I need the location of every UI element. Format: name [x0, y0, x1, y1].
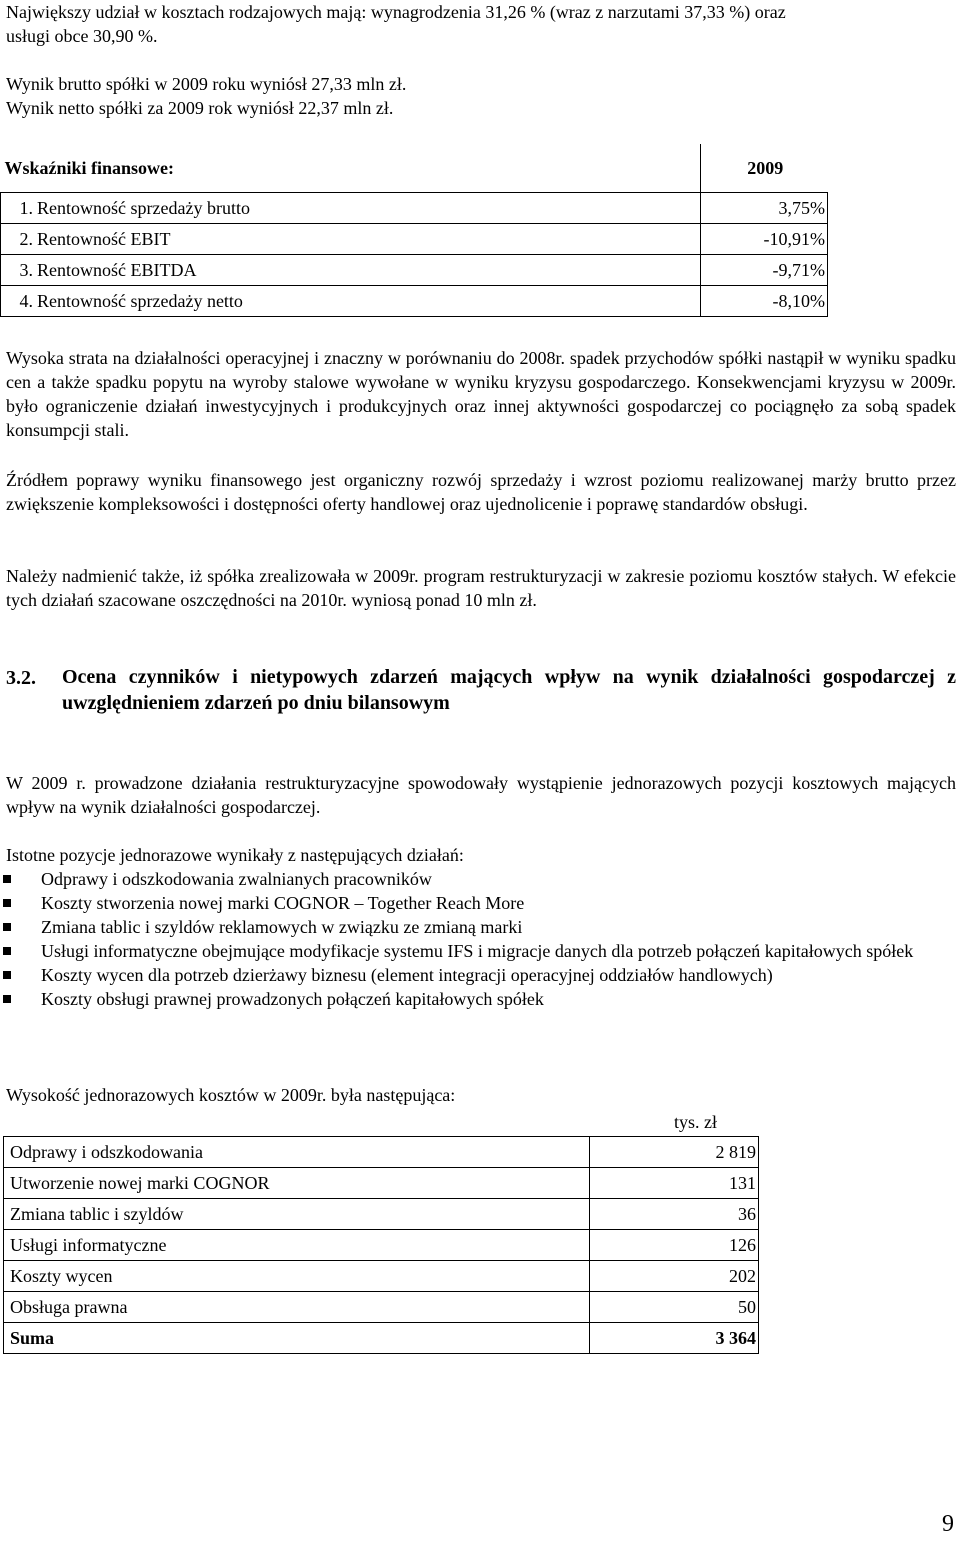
costs-label: Obsługa prawna	[4, 1292, 590, 1323]
list-item	[0, 987, 957, 1011]
indicator-number: 3.	[19, 260, 33, 280]
costs-total-amount: 3 364	[590, 1323, 759, 1354]
indicator-label-cell	[1, 255, 701, 286]
section-number: 3.2.	[6, 667, 36, 689]
costs-intro: Wysokość jednorazowych kosztów w 2009r. była następująca:	[6, 1085, 456, 1105]
costs-amount: 202	[590, 1261, 759, 1292]
costs-amount: 36	[590, 1199, 759, 1230]
costs-amount: 131	[590, 1168, 759, 1199]
costs-row	[4, 1168, 759, 1199]
indicator-label: Rentowność EBIT	[37, 229, 171, 249]
indicator-value: -8,10%	[701, 286, 828, 317]
costs-total-row	[4, 1323, 759, 1354]
indicator-row	[1, 255, 828, 286]
indicator-label-cell	[1, 286, 701, 317]
square-bullet-icon	[3, 923, 11, 931]
intro-costs-line-2: usługi obce 30,90 %.	[6, 26, 158, 46]
costs-amount: 2 819	[590, 1137, 759, 1168]
costs-label: Koszty wycen	[4, 1261, 590, 1292]
financial-indicators-table	[0, 144, 828, 317]
list-item	[0, 963, 957, 987]
costs-label: Odprawy i odszkodowania	[4, 1137, 590, 1168]
intro-costs-line-1: Największy udział w kosztach rodzajowych mają: wynagrodzenia 31,26 % (wraz z narzutami 37,33 %) oraz	[6, 2, 786, 22]
list-item-text: Koszty obsługi prawnej prowadzonych połączeń kapitałowych spółek	[41, 989, 544, 1009]
indicator-label: Rentowność sprzedaży brutto	[37, 198, 250, 218]
list-item	[0, 891, 957, 915]
costs-row	[4, 1261, 759, 1292]
list-item-text: Zmiana tablic i szyldów reklamowych w związku ze zmianą marki	[41, 917, 523, 937]
indicator-row	[1, 224, 828, 255]
one-off-costs-table	[3, 1136, 759, 1354]
costs-total-label: Suma	[4, 1323, 590, 1354]
indicator-label-cell	[1, 224, 701, 255]
list-item	[0, 867, 957, 891]
costs-row	[4, 1199, 759, 1230]
indicator-number: 2.	[19, 229, 33, 249]
indicator-row	[1, 286, 828, 317]
page-number: 9	[942, 1511, 954, 1537]
list-item	[0, 939, 957, 963]
list-item-text: Odprawy i odszkodowania zwalnianych pracowników	[41, 869, 432, 889]
paragraph-improvement-source: Źródłem poprawy wyniku finansowego jest organiczny rozwój sprzedaży i wzrost poziomu realizowanej marży brutto przez zwiększenie kompleksowości i dostępności oferty handlowej oraz ujednolicenie i poprawę standardów obsługi.	[6, 470, 956, 514]
list-item-text: Koszty wycen dla potrzeb dzierżawy biznesu (element integracji operacyjnej oddziałów handlowych)	[41, 965, 773, 985]
costs-label: Utworzenie nowej marki COGNOR	[4, 1168, 590, 1199]
square-bullet-icon	[3, 947, 11, 955]
list-item-text: Usługi informatyczne obejmujące modyfikacje systemu IFS i migracje danych dla potrzeb połączeń kapitałowych spółek	[41, 941, 914, 961]
square-bullet-icon	[3, 899, 11, 907]
costs-row	[4, 1230, 759, 1261]
indicator-row	[1, 193, 828, 224]
costs-row	[4, 1137, 759, 1168]
indicators-header-label: Wskaźniki finansowe:	[1, 144, 701, 193]
section-title: Ocena czynników i nietypowych zdarzeń mających wpływ na wynik działalności gospodarczej z uwzględnieniem zdarzeń po dniu bilansowym	[62, 666, 956, 714]
paragraph-operating-loss: Wysoka strata na działalności operacyjnej i znaczny w porównaniu do 2008r. spadek przychodów spółki nastąpił w wyniku spadku cen a także spadku popytu na wyroby stalowe wywołane w wyniku kryzysu gospodarczego. Konsekwencjami kryzysu w 2009r. było ograniczenie działań inwestycyjnych i produkcyjnych oraz innej aktywności gospodarczej co pociągnęło za sobą spadek konsumpcji stali.	[6, 348, 956, 440]
indicator-label: Rentowność EBITDA	[37, 260, 197, 280]
intro-netto-line: Wynik netto spółki za 2009 rok wyniósł 22,37 mln zł.	[6, 98, 394, 118]
costs-row	[4, 1292, 759, 1323]
list-item-text: Koszty stworzenia nowej marki COGNOR – Together Reach More	[41, 893, 525, 913]
indicator-number: 1.	[19, 198, 33, 218]
indicator-value: -10,91%	[701, 224, 828, 255]
indicator-label: Rentowność sprzedaży netto	[37, 291, 243, 311]
indicators-header-row	[1, 144, 828, 193]
indicators-header-year: 2009	[701, 144, 828, 193]
one-off-items-list	[0, 867, 957, 1011]
indicator-label-cell	[1, 193, 701, 224]
costs-amount: 50	[590, 1292, 759, 1323]
paragraph-restructuring: Należy nadmienić także, iż spółka zrealizowała w 2009r. program restrukturyzacji w zakresie poziomu kosztów stałych. W efekcie tych działań szacowane oszczędności na 2010r. wyniosą ponad 10 mln zł.	[6, 566, 956, 610]
list-intro: Istotne pozycje jednorazowe wynikały z następujących działań:	[6, 845, 464, 865]
indicator-value: 3,75%	[701, 193, 828, 224]
square-bullet-icon	[3, 995, 11, 1003]
costs-amount: 126	[590, 1230, 759, 1261]
indicator-value: -9,71%	[701, 255, 828, 286]
paragraph-one-off-costs: W 2009 r. prowadzone działania restrukturyzacyjne spowodowały wystąpienie jednorazowych pozycji kosztowych mających wpływ na wynik działalności gospodarczej.	[6, 773, 956, 817]
square-bullet-icon	[3, 971, 11, 979]
costs-label: Zmiana tablic i szyldów	[4, 1199, 590, 1230]
costs-unit: tys. zł	[674, 1112, 717, 1132]
list-item	[0, 915, 957, 939]
intro-brutto-line: Wynik brutto spółki w 2009 roku wyniósł 27,33 mln zł.	[6, 74, 407, 94]
costs-label: Usługi informatyczne	[4, 1230, 590, 1261]
indicator-number: 4.	[19, 291, 33, 311]
square-bullet-icon	[3, 875, 11, 883]
